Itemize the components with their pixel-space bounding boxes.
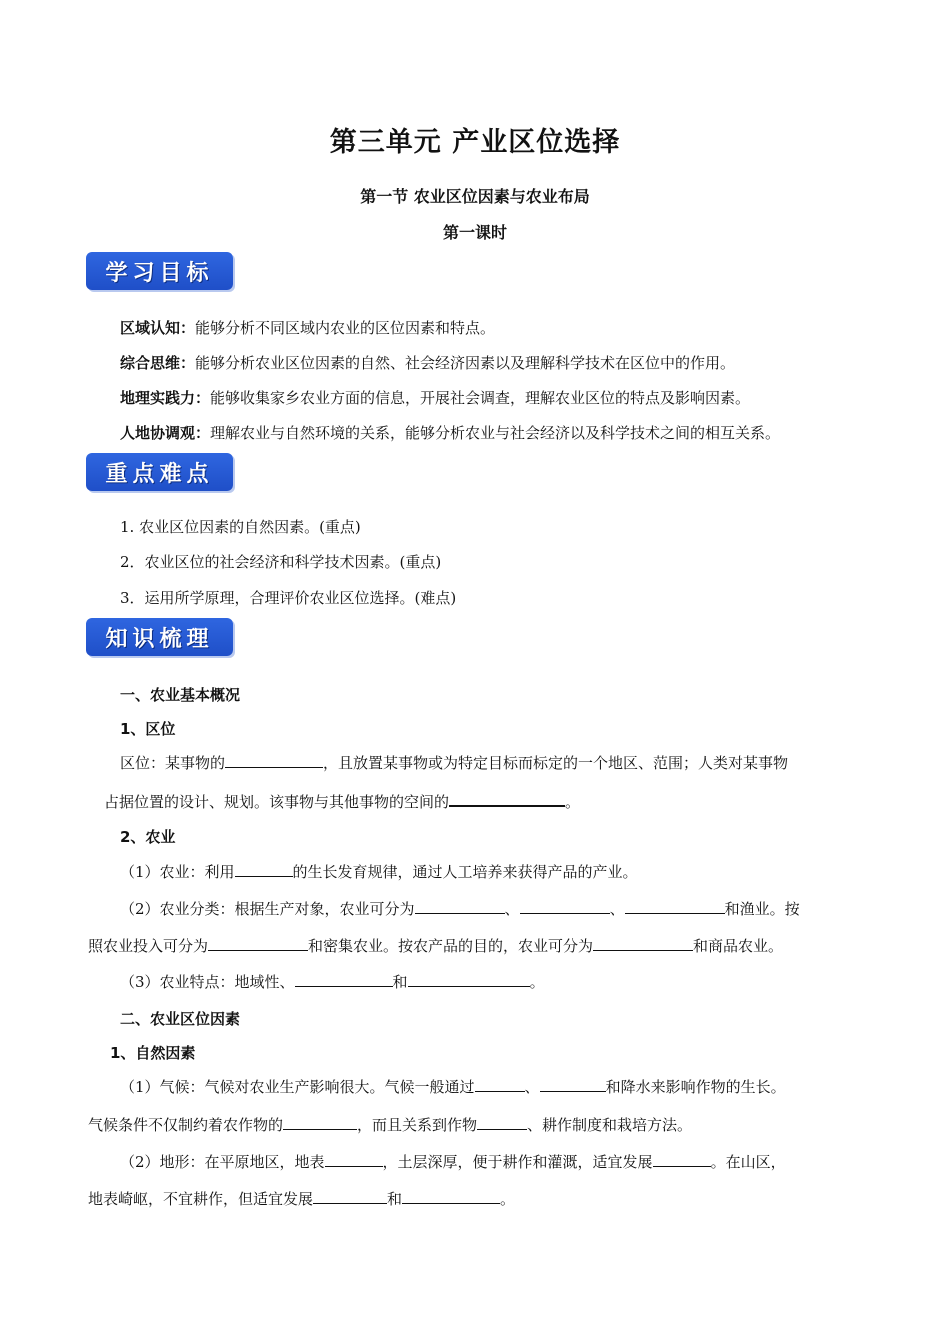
fill-blank[interactable] [449, 791, 565, 807]
goals-banner: 学习目标 [86, 252, 233, 290]
section-title: 第一节 农业区位因素与农业布局 [360, 187, 590, 206]
fill-blank[interactable] [625, 899, 725, 914]
fill-blank[interactable] [295, 972, 393, 987]
heading-basic: 一、农业基本概况 [120, 686, 241, 704]
location-line-1: 区位：某事物的 ，且放置某事物或为特定目标而标定的一个地区、范围；人类对某事物 [120, 754, 789, 772]
fill-blank[interactable] [593, 936, 693, 951]
terrain-line-2: 地表崎岖，不宜耕作，但适宜发展 和 。 [88, 1190, 516, 1208]
agri-class-line-1: （2）农业分类：根据生产对象，农业可分为 、 、 和渔业。按 [120, 900, 800, 918]
lesson-title: 第一课时 [442, 223, 507, 242]
fill-blank[interactable] [540, 1077, 606, 1092]
fill-blank[interactable] [653, 1152, 711, 1167]
terrain-line-1: （2）地形：在平原地区，地表 ，土层深厚，便于耕作和灌溉，适宜发展 。在山区， [120, 1153, 786, 1171]
fill-blank[interactable] [408, 972, 530, 987]
fill-blank[interactable] [415, 899, 505, 914]
goal-item: 区域认知：能够分析不同区域内农业的区位因素和特点。 [120, 319, 496, 337]
fill-blank[interactable] [325, 1152, 383, 1167]
goal-item: 综合思维：能够分析农业区位因素的自然、社会经济因素以及理解科学技术在区位中的作用。 [120, 354, 736, 372]
unit-title: 第三单元 产业区位选择 [329, 127, 621, 158]
climate-line-2: 气候条件不仅制约着农作物的 ，而且关系到作物 、耕作制度和栽培方法。 [88, 1116, 693, 1134]
heading-agriculture: 2、农业 [120, 828, 176, 846]
goal-item: 地理实践力：能够收集家乡农业方面的信息，开展社会调查，理解农业区位的特点及影响因素。 [120, 389, 751, 407]
key-point-item: 1. 农业区位因素的自然因素。(重点) [120, 518, 361, 536]
fill-blank[interactable] [283, 1115, 357, 1130]
agri-def-line: （1）农业：利用 的生长发育规律，通过人工培养来获得产品的产业。 [120, 863, 638, 881]
key-points-banner: 重点难点 [86, 453, 233, 491]
fill-blank[interactable] [313, 1189, 387, 1204]
agri-feature-line: （3）农业特点：地域性、 和 。 [120, 973, 545, 991]
goal-item: 人地协调观：理解农业与自然环境的关系，能够分析农业与社会经济以及科学技术之间的相互关系。 [120, 424, 781, 442]
agri-class-line-2: 照农业投入可分为 和密集农业。按农产品的目的，农业可分为 和商品农业。 [88, 937, 784, 955]
knowledge-banner: 知识梳理 [86, 618, 233, 656]
key-point-item: 3．运用所学原理，合理评价农业区位选择。(难点) [120, 589, 457, 607]
heading-location: 1、区位 [120, 720, 176, 738]
fill-blank[interactable] [235, 862, 293, 877]
key-point-item: 2．农业区位的社会经济和科学技术因素。(重点) [120, 553, 442, 571]
fill-blank[interactable] [402, 1189, 500, 1204]
heading-natural: 1、自然因素 [110, 1044, 196, 1062]
location-line-2: 占据位置的设计、规划。该事物与其他事物的空间的 。 [104, 793, 581, 811]
fill-blank[interactable] [208, 936, 308, 951]
fill-blank[interactable] [520, 899, 610, 914]
fill-blank[interactable] [475, 1077, 525, 1092]
climate-line-1: （1）气候：气候对农业生产影响很大。气候一般通过 、 和降水来影响作物的生长。 [120, 1078, 786, 1096]
fill-blank[interactable] [477, 1115, 527, 1130]
fill-blank[interactable] [225, 753, 323, 768]
heading-factors: 二、农业区位因素 [120, 1010, 241, 1028]
